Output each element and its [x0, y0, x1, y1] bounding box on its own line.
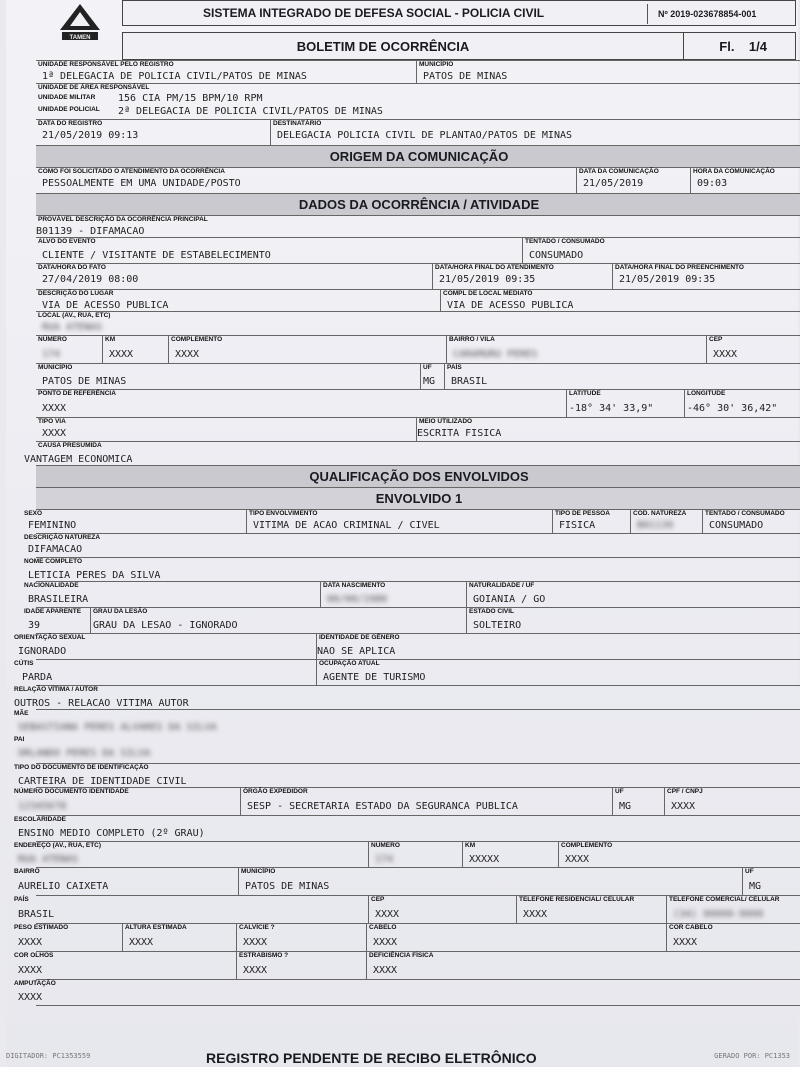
field-natureza: DESCRIÇÃO NATUREZA DIFAMACAO	[24, 534, 101, 555]
footer	[6, 1048, 798, 1067]
field-cabelo: CABELO XXXX	[366, 924, 666, 951]
field-alvo: ALVO DO EVENTO CLIENTE / VISITANTE DE ESTABELECIMENTO	[38, 238, 271, 261]
field-tentado: TENTADO / CONSUMADO CONSUMADO	[522, 238, 800, 263]
field-deficiencia: DEFICIÊNCIA FÍSICA XXXX	[366, 952, 800, 979]
field-tipo-envolvimento: TIPO ENVOLVIMENTO VITIMA DE ACAO CRIMINAL / CIVEL	[246, 510, 552, 533]
field-data-fato: DATA/HORA DO FATO 27/04/2019 08:00	[38, 264, 139, 285]
field-calvicie: CALVÍCIE ? XXXX	[236, 924, 366, 951]
field-escolaridade: ESCOLARIDADE ENSINO MEDIO COMPLETO (2º GRAU)	[14, 816, 205, 839]
field-complemento: COMPLEMENTO XXXX	[168, 336, 446, 363]
field-lugar: DESCRIÇÃO DO LUGAR VIA DE ACESSO PUBLICA	[38, 290, 169, 311]
field-final-atendimento: DATA/HORA FINAL DO ATENDIMENTO 21/05/2019 09:35	[432, 264, 612, 289]
field-sexo: SEXO FEMININO	[24, 510, 77, 531]
field-naturalidade: NATURALIDADE / UF GOIANIA / GO	[466, 582, 800, 607]
gerado-por: GERADO POR: PC1353	[714, 1052, 790, 1060]
field-pais: PAÍS BRASIL	[444, 364, 800, 389]
field-tipo-via: TIPO VIA XXXX	[38, 418, 67, 439]
field-cor-olhos: COR OLHOS XXXX	[14, 952, 54, 976]
recibo-status: REGISTRO PENDENTE DE RECIBO ELETRÔNICO	[206, 1050, 537, 1066]
field-peso: PESO ESTIMADO XXXX	[14, 924, 69, 948]
field-ocupacao: OCUPAÇÃO ATUAL AGENTE DE TURISMO	[316, 660, 800, 685]
document-page	[6, 0, 798, 1067]
field-idade: IDADE APARENTE 39	[24, 608, 82, 631]
field-cutis: CÚTIS PARDA	[14, 660, 53, 683]
field-cor-cabelo: COR CABELO XXXX	[666, 924, 800, 951]
field-tentado-consumado: TENTADO / CONSUMADO CONSUMADO	[702, 510, 800, 533]
field-hora-comunicacao: HORA DA COMUNICAÇÃO 09:03	[690, 168, 800, 193]
field-final-preenchimento: DATA/HORA FINAL DO PREENCHIMENTO 21/05/2019 09:35	[612, 264, 800, 289]
field-unidade-area: UNIDADE DE ÁREA RESPONSÁVEL UNIDADE MILITAR 156 CIA PM/15 BPM/10 RPM UNIDADE POLICIAL 2ª DELEGACIA DE POLICIA CIVIL/PATOS DE MINAS	[38, 84, 383, 117]
field-amputacao: AMPUTAÇÃO XXXX	[14, 980, 56, 1003]
field-data-comunicacao: DATA DA COMUNICAÇÃO 21/05/2019	[576, 168, 690, 193]
field-destinatario: DESTINATÁRIO DELEGACIA POLICIA CIVIL DE PLANTAO/PATOS DE MINAS	[270, 120, 800, 145]
field-longitude: LONGITUDE -46° 30' 36,42"	[684, 390, 800, 417]
field-grau-lesao: GRAU DA LESÃO GRAU DA LESAO - IGNORADO	[90, 608, 466, 633]
field-unidade-responsavel: UNIDADE RESPONSÁVEL PELO REGISTRO 1ª DELEGACIA DE POLICIA CIVIL/PATOS DE MINAS	[38, 61, 307, 82]
field-numero: NÚMERO 174	[38, 336, 67, 360]
field-cep: CEP XXXX	[706, 336, 800, 363]
field-pais-envolvido: PAÍS BRASIL	[14, 896, 55, 920]
field-municipio: MUNICÍPIO PATOS DE MINAS	[416, 61, 800, 83]
police-emblem-icon	[56, 2, 104, 42]
form-grid	[14, 60, 800, 1006]
field-municipio-fato: MUNICÍPIO PATOS DE MINAS	[38, 364, 127, 387]
field-nome: NOME COMPLETO LETICIA PERES DA SILVA	[24, 558, 161, 581]
field-bairro: BAIRRO / VILA CARAMURU PERES	[446, 336, 706, 363]
field-meio: MEIO UTILIZADO ESCRITA FISICA	[416, 418, 800, 441]
digitador: DIGITADOR: PC1353559	[6, 1052, 91, 1060]
field-relacao: RELAÇÃO VÍTIMA / AUTOR OUTROS - RELACAO VITIMA AUTOR	[14, 686, 189, 709]
svg-text:TAMEN: TAMEN	[69, 35, 91, 41]
field-km: KM XXXX	[102, 336, 168, 363]
field-nacionalidade: NACIONALIDADE BRASILEIRA	[24, 582, 89, 605]
title-bar	[122, 32, 796, 60]
field-estrabismo: ESTRABISMO ? XXXX	[236, 952, 366, 979]
field-local: LOCAL (AV., RUA, ETC) RUA ATENAS	[38, 312, 111, 333]
system-title: SISTEMA INTEGRADO DE DEFESA SOCIAL - POLICIA CIVIL	[203, 6, 545, 20]
field-num-documento: NÚMERO DOCUMENTO IDENTIDADE 12345678	[14, 788, 129, 812]
field-endereco: ENDEREÇO (AV., RUA, ETC) RUA ATENAS	[14, 842, 102, 865]
field-genero: IDENTIDADE DE GÊNERO NAO SE APLICA	[316, 634, 800, 659]
field-tipo-documento: TIPO DO DOCUMENTO DE IDENTIFICAÇÃO CARTEIRA DE IDENTIDADE CIVIL	[14, 764, 187, 787]
field-uf: UF MG	[420, 364, 444, 389]
field-causa: CAUSA PRESUMIDA VANTAGEM ECONOMICA	[24, 442, 133, 465]
system-header	[122, 0, 796, 26]
section-envolvido-1: ENVOLVIDO 1	[36, 488, 800, 510]
field-municipio-envolvido: MUNICÍPIO PATOS DE MINAS	[238, 868, 742, 895]
field-data-registro: DATA DO REGISTRO 21/05/2019 09:13	[38, 120, 139, 141]
field-compl-local: COMPL DE LOCAL MEDIATO VIA DE ACESSO PUBLICA	[440, 290, 800, 311]
field-cod-natureza: COD. NATUREZA B01139	[630, 510, 702, 533]
field-latitude: LATITUDE -18° 34' 33,9"	[566, 390, 684, 417]
field-altura: ALTURA ESTIMADA XXXX	[122, 924, 236, 951]
field-como-solicitado: COMO FOI SOLICITADO O ATENDIMENTO DA OCORRÊNCIA PESSOALMENTE EM UMA UNIDADE/POSTO	[38, 168, 241, 189]
field-orientacao: ORIENTAÇÃO SEXUAL IGNORADO	[14, 634, 86, 657]
page-title: BOLETIM DE OCORRÊNCIA	[296, 39, 470, 54]
field-orgao: ÓRGÃO EXPEDIDOR SESP - SECRETARIA ESTADO DA SEGURANCA PUBLICA	[240, 788, 612, 815]
field-km-endereco: KM XXXXX	[462, 842, 558, 867]
field-descricao-ocorrencia: PROVÁVEL DESCRIÇÃO DA OCORRÊNCIA PRINCIPAL B01139 - DIFAMACAO	[36, 216, 208, 237]
field-cep-envolvido: CEP XXXX	[368, 896, 516, 923]
field-telefone-comercial: TELEFONE COMERCIAL/ CELULAR (34) 99999-9999	[666, 896, 800, 923]
field-uf-documento: UF MG	[612, 788, 664, 815]
field-complemento-endereco: COMPLEMENTO XXXX	[558, 842, 800, 867]
field-filiacao: MÃE SEBASTIANA PERES ALVARES DA SILVA PAI ORLANDO PERES DA SILVA	[14, 710, 217, 759]
section-origem: ORIGEM DA COMUNICAÇÃO	[36, 146, 800, 168]
section-ocorrencia: DADOS DA OCORRÊNCIA / ATIVIDADE	[36, 194, 800, 216]
field-uf-envolvido: UF MG	[742, 868, 800, 895]
section-envolvidos: QUALIFICAÇÃO DOS ENVOLVIDOS	[36, 466, 800, 488]
document-number: Nº 2019-023678854-001	[647, 4, 787, 24]
field-cpf: CPF / CNPJ XXXX	[664, 788, 800, 815]
field-referencia: PONTO DE REFERÊNCIA XXXX	[38, 390, 116, 414]
field-bairro-envolvido: BAIRRO AURELIO CAIXETA	[14, 868, 109, 892]
folio: Fl. 1/4	[719, 39, 767, 54]
field-estado-civil: ESTADO CIVIL SOLTEIRO	[466, 608, 800, 633]
field-tipo-pessoa: TIPO DE PESSOA FISICA	[552, 510, 630, 533]
field-numero-endereco: NÚMERO 174	[368, 842, 462, 867]
field-data-nascimento: DATA NASCIMENTO 00/00/1980	[320, 582, 466, 607]
field-telefone: TELEFONE RESIDENCIAL/ CELULAR XXXX	[516, 896, 666, 923]
